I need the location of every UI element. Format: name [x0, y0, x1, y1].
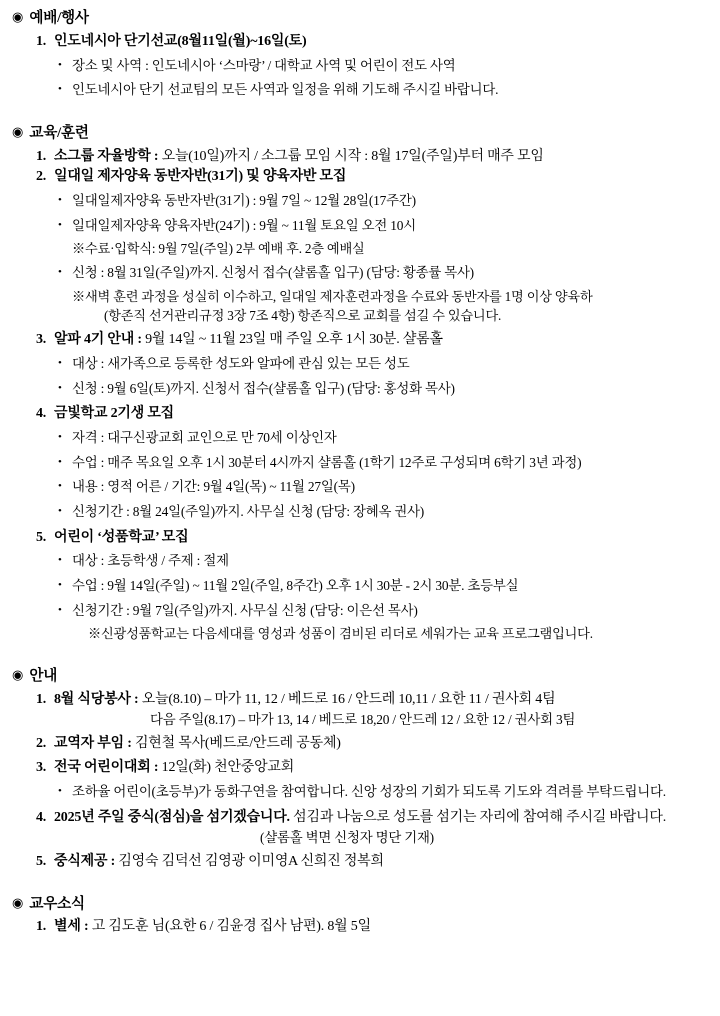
item-detail: 고 김도훈 님(요한 6 / 김윤경 집사 남편). 8월 5일 [88, 919, 371, 935]
bullet-icon: • [58, 785, 62, 798]
item-number: 2. [36, 735, 46, 751]
item-detail: 9월 14일 ~ 11월 23일 매 주일 오후 1시 30분. 샬롬홀 [141, 332, 443, 348]
sub-item [58, 80, 704, 101]
list-item [10, 330, 704, 399]
sub-item [58, 428, 704, 449]
sub-item [58, 379, 704, 400]
bullet-icon: • [58, 455, 62, 468]
bullet-icon: • [58, 218, 62, 231]
bullet-icon: • [58, 357, 62, 370]
list-item [10, 734, 704, 754]
section-notice [10, 666, 704, 872]
sub-item [58, 576, 704, 597]
item-label: 교역자 부임 : [54, 735, 132, 751]
sub-item [58, 782, 704, 803]
section-title: 안내 [29, 667, 58, 684]
list-item [10, 404, 704, 522]
bullet-icon: • [58, 58, 62, 71]
sub-item [58, 263, 704, 284]
sub-item-text: 자격 : 대구신광교회 교인으로 만 70세 이상인자 [72, 430, 337, 446]
note-text: ※새벽 훈련 과정을 성실히 이수하고, 일대일 제자훈련과정을 수료와 동반자를 1명 이상 양육하 [72, 288, 593, 304]
bullet-icon: • [58, 480, 62, 493]
section-heading [12, 123, 704, 144]
section-title: 교육/훈련 [29, 124, 89, 141]
item-number: 4. [36, 406, 46, 422]
bullet-icon: • [58, 504, 62, 517]
item-detail: 섬김과 나눔으로 성도를 섬기는 자리에 참여해 주시길 바랍니다. [289, 809, 666, 825]
section-education-training [10, 123, 704, 644]
sub-item [58, 56, 704, 77]
sub-item-text: 신청기간 : 8월 24일(주일)까지. 사무실 신청 (담당: 장혜옥 권사) [72, 503, 425, 519]
list-item [10, 852, 704, 872]
list-item [10, 758, 704, 802]
section-bullet-icon: ◉ [12, 666, 24, 682]
sub-item [58, 453, 704, 474]
item-number: 1. [36, 148, 46, 164]
section-bullet-icon: ◉ [12, 123, 24, 139]
sub-item-text: 수업 : 9월 14일(주일) ~ 11월 2일(주일, 8주간) 오후 1시 30분 - 2시 30분. 초등부실 [72, 578, 519, 594]
item-number: 5. [36, 529, 46, 545]
bullet-icon: • [58, 431, 62, 444]
item-number: 5. [36, 853, 46, 869]
item-number: 4. [36, 809, 46, 825]
sub-item-text: 장소 및 사역 : 인도네시아 ‘스마랑’ / 대학교 사역 및 어린이 전도 사역 [72, 57, 456, 73]
item-detail: 오늘(10일)까지 / 소그룹 모임 시작 : 8월 17일(주일)부터 매주 모임 [158, 148, 544, 164]
note-text: ※신광성품학교는 다음세대를 영성과 성품이 겸비된 리더로 세워가는 교육 프로그램입니다. [88, 626, 593, 642]
sub-item-text: 일대일제자양육 동반자반(31기) : 9월 7일 ~ 12월 28일(17주간) [72, 193, 416, 209]
sub-item-text: 조하율 어린이(초등부)가 동화구연을 참여합니다. 신앙 성장의 기회가 되도록 기도와 격려를 부탁드립니다. [72, 784, 666, 800]
item-number: 1. [36, 691, 46, 707]
bullet-icon: • [58, 83, 62, 96]
bullet-icon: • [58, 554, 62, 567]
item-label: 중식제공 : [54, 853, 116, 869]
item-number: 3. [36, 332, 46, 348]
note-text-continued: (항존직 선거관리규정 3장 7조 4항) 항존직으로 교회를 섬길 수 있습니다. [104, 307, 502, 323]
item-label: 어린이 ‘성품학교’ 모집 [54, 529, 189, 545]
item-label: 일대일 제자양육 동반자반(31기) 및 양육자반 모집 [54, 169, 347, 185]
bullet-icon: • [58, 381, 62, 394]
section-title: 교우소식 [29, 895, 85, 912]
list-item [10, 528, 704, 644]
bullet-icon: • [58, 603, 62, 616]
bullet-icon: • [58, 579, 62, 592]
sub-item [58, 354, 704, 375]
sub-item [58, 502, 704, 523]
section-heading [12, 894, 704, 915]
bullet-icon: • [58, 266, 62, 279]
sub-item-text: 수업 : 매주 목요일 오후 1시 30분터 4시까지 샬롬홀 (1학기 12주로 구성되며 6학기 3년 과정) [72, 454, 582, 470]
section-bullet-icon: ◉ [12, 9, 24, 24]
sub-item-text: 인도네시아 단기 선교팀의 모든 사역과 일정을 위해 기도해 주시길 바랍니다. [72, 82, 499, 98]
list-item [10, 32, 704, 101]
item-label: 전국 어린이대회 : [54, 760, 159, 776]
sub-item [58, 477, 704, 498]
sub-item-text: 대상 : 초등학생 / 주제 : 절제 [72, 553, 229, 569]
item-number: 2. [36, 169, 46, 185]
item-number: 3. [36, 760, 46, 776]
sub-item-text: 내용 : 영적 어른 / 기간: 9월 4일(목) ~ 11월 27일(목) [72, 479, 355, 495]
item-detail: 오늘(8.10) – 마가 11, 12 / 베드로 16 / 안드레 10,11 / 요한 11 / 권사회 4팀 [138, 691, 556, 707]
section-member-news [10, 894, 704, 938]
sub-item-text: 신청 : 9월 6일(토)까지. 신청서 접수(샬롬홀 입구) (담당: 홍성화 목사) [72, 380, 455, 396]
section-heading [12, 8, 704, 29]
item-label: 8월 식당봉사 : [54, 691, 139, 707]
item-detail-continued: 다음 주일(8.17) – 마가 13, 14 / 베드로 18,20 / 안드레 12 / 요한 12 / 권사회 3팀 [150, 711, 576, 727]
item-text: 인도네시아 단기선교(8월11일(월)~16일(토) [54, 33, 307, 49]
sub-item-text: 일대일제자양육 양육자반(24기) : 9월 ~ 11월 토요일 오전 10시 [72, 217, 416, 233]
list-item [10, 167, 704, 325]
item-detail: 김현철 목사(베드로/안드레 공동체) [131, 735, 341, 751]
item-label: 금빛학교 2기생 모집 [54, 406, 174, 422]
item-detail: 김영숙 김덕선 김영광 이미영A 신희진 정복희 [115, 853, 384, 869]
sub-item-text: 신청 : 8월 31일(주일)까지. 신청서 접수(샬롬홀 입구) (담당: 황종률 목사) [72, 265, 474, 281]
sub-item [58, 551, 704, 572]
item-label: 알파 4기 안내 : [54, 332, 142, 348]
item-number: 1. [36, 919, 46, 935]
list-item [10, 917, 704, 937]
sub-item-text: 대상 : 새가족으로 등록한 성도와 알파에 관심 있는 모든 성도 [72, 356, 410, 372]
item-detail-continued: (샬롬홀 벽면 신청자 명단 기재) [260, 829, 434, 845]
sub-item [58, 601, 704, 622]
list-item [10, 147, 704, 167]
note-text: ※수료·입학식: 9월 7일(주일) 2부 예배 후. 2층 예배실 [72, 241, 365, 257]
section-title: 예배/행사 [29, 10, 89, 26]
item-number: 1. [36, 33, 46, 49]
list-item [10, 690, 704, 729]
section-heading [12, 666, 704, 687]
item-label: 소그룹 자율방학 : [54, 148, 159, 164]
list-item [10, 808, 704, 847]
section-bullet-icon: ◉ [12, 894, 24, 910]
item-label: 2025년 주일 중식(점심)을 섬기겠습니다. [54, 809, 290, 825]
sub-item-text: 신청기간 : 9월 7일(주일)까지. 사무실 신청 (담당: 이은선 목사) [72, 602, 418, 618]
item-label: 별세 : [54, 919, 89, 935]
item-detail: 12일(화) 천안중앙교회 [158, 760, 295, 776]
bullet-icon: • [58, 194, 62, 207]
sub-item [58, 191, 704, 212]
section-worship-events [10, 8, 704, 101]
sub-item [58, 216, 704, 237]
